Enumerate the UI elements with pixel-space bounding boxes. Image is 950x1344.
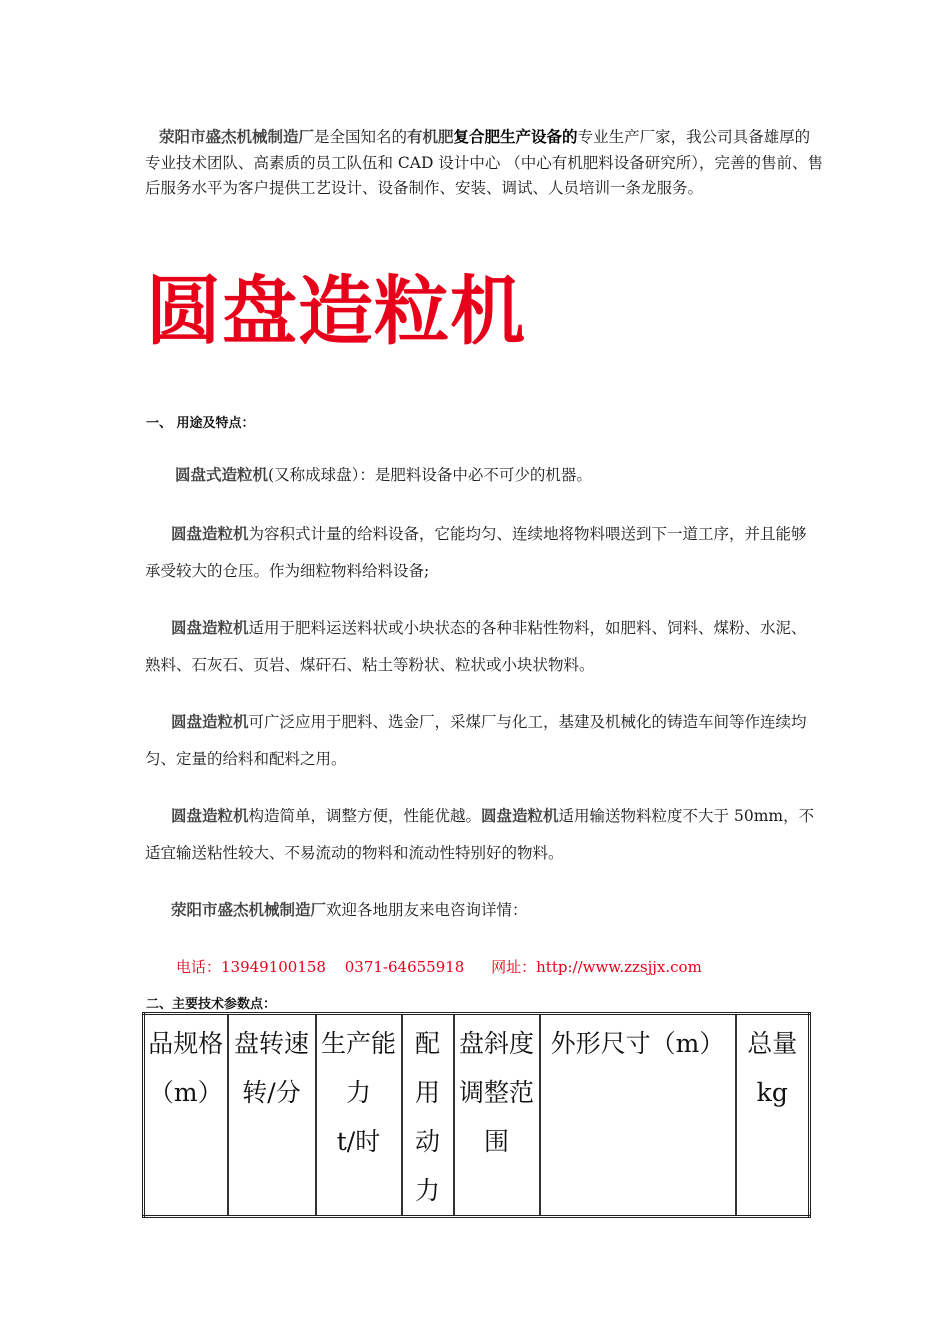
- header-capacity: 生产能 力 t/时: [316, 1014, 402, 1217]
- product-title: 圆盘造粒机: [146, 267, 527, 355]
- paragraph-3: 圆盘造粒机适用于肥料运送料状或小块状态的各种非粘性物料，如肥料、饲料、煤粉、水泥、熟料、石灰石、页岩、煤矸石、粘土等粉状、粒状或小块状物料。: [145, 618, 807, 674]
- header-tilt: 盘斜度 调整范 围: [454, 1014, 540, 1217]
- paragraph-1: 圆盘式造粒机(又称成球盘）：是肥料设备中必不可少的机器。: [175, 465, 592, 484]
- paragraph-6: 荥阳市盛杰机械制造厂欢迎各地朋友来电咨询详情：: [171, 900, 528, 919]
- website-link[interactable]: 网址：http://www.zzsjjx.com: [491, 958, 702, 976]
- phone-number: 电话：13949100158: [176, 958, 326, 976]
- header-power: 配 用 动 力: [402, 1014, 454, 1217]
- paragraph-4: 圆盘造粒机可广泛应用于肥料、选金厂，采煤厂与化工，基建及机械化的铸造车间等作连续均匀、定量的给料和配料之用。: [145, 712, 807, 768]
- header-dimensions: 外形尺寸（m）: [540, 1014, 736, 1217]
- company-name: 荥阳市盛杰机械制造厂: [159, 127, 315, 146]
- phone-number-2: 0371-64655918: [344, 958, 465, 976]
- intro-paragraph: 荥阳市盛杰机械制造厂是全国知名的有机肥复合肥生产设备的专业生产厂家，我公司具备雄厚的专业技术团队、高素质的员工队伍和 CAD 设计中心 （中心有机肥料设备研究所），完善的售前、售后服务水平为客户提供工艺设计、设备制作、安装、调试、人员培训一条龙服务。: [145, 127, 824, 197]
- header-weight: 总量 kg: [736, 1014, 810, 1217]
- section-heading-usage: 一、 用途及特点：: [146, 416, 255, 431]
- paragraph-2: 圆盘造粒机为容积式计量的给料设备，它能均匀、连续地将物料喂送到下一道工序，并且能够承受较大的仓压。作为细粒物料给料设备;: [145, 524, 807, 580]
- header-speed: 盘转速 转/分: [228, 1014, 316, 1217]
- paragraph-5: 圆盘造粒机构造简单，调整方便，性能优越。圆盘造粒机适用输送物料粒度不大于 50mm，不适宜输送粘性较大、不易流动的物料和流动性特别好的物料。: [145, 806, 815, 862]
- parameters-table: [142, 1012, 811, 1218]
- section-heading-params: 二、主要技术参数点：: [146, 997, 277, 1012]
- header-spec: 品规格 （m）: [144, 1014, 228, 1217]
- table-header-row: [144, 1014, 810, 1217]
- contact-line: [176, 956, 716, 977]
